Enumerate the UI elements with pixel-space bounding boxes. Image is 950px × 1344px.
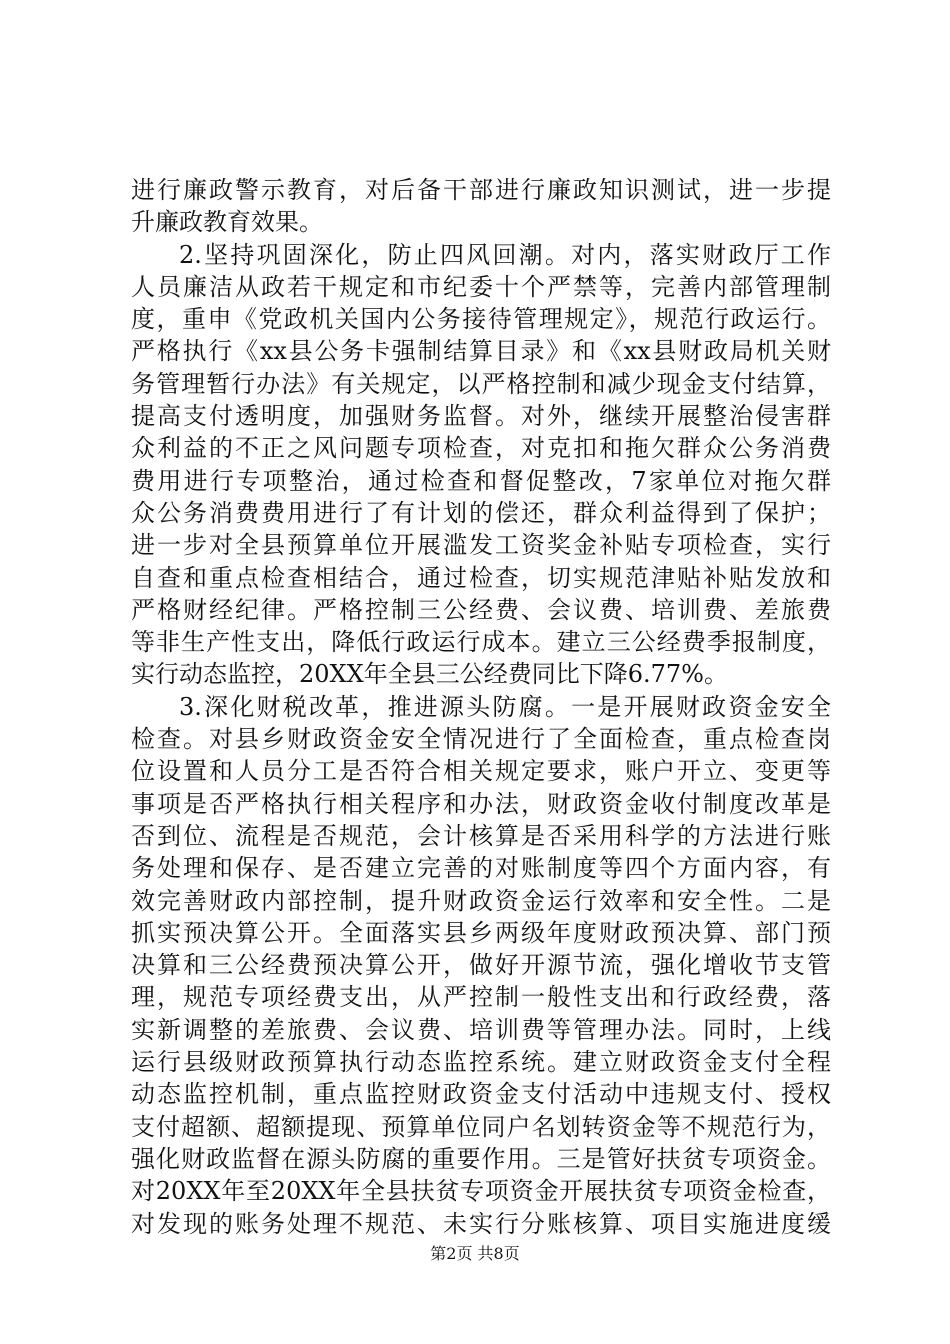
text-line: 众公务消费费用进行了有计划的偿还，群众利益得到了保护； [131,498,831,527]
text-line: 动态监控机制，重点监控财政资金支付活动中违规支付、授权 [131,1080,831,1109]
text-line: 人员廉洁从政若干规定和市纪委十个严禁等，完善内部管理制 [131,272,831,301]
text-line: 检查。对县乡财政资金安全情况进行了全面检查，重点检查岗 [131,725,831,754]
body-text [131,174,831,1240]
text-line: 强化财政监督在源头防腐的重要作用。三是管好扶贫专项资金。 [131,1144,831,1173]
text-line: 对发现的账务处理不规范、未实行分账核算、项目实施进度缓 [131,1209,831,1238]
text-line: 事项是否严格执行相关程序和办法，财政资金收付制度改革是 [131,789,831,818]
text-line: 支付超额、超额提现、预算单位同户名划转资金等不规范行为， [131,1112,831,1141]
text-line: 严格财经纪律。严格控制三公经费、会议费、培训费、差旅费 [131,595,831,624]
text-line: 进行廉政警示教育，对后备干部进行廉政知识测试，进一步提 [131,176,831,204]
paragraph-heading-3: 3.深化财税改革，推进源头防腐。一是开展财政资金安全 [179,692,831,721]
text-line: 等非生产性支出，降低行政运行成本。建立三公经费季报制度， [131,628,831,657]
text-line: 进一步对全县预算单位开展滥发工资奖金补贴专项检查，实行 [131,531,831,560]
text-line: 自查和重点检查相结合，通过检查，切实规范津贴补贴发放和 [131,563,831,592]
text-line: 升廉政教育效果。 [131,208,323,237]
text-line: 对20XX年至20XX年全县扶贫专项资金开展扶贫专项资金检查， [131,1177,831,1206]
page-number-footer: 第2页 共8页 [430,1244,520,1263]
text-line: 严格执行《xx县公务卡强制结算目录》和《xx县财政局机关财 [131,337,831,366]
text-line: 抓实预决算公开。全面落实县乡两级年度财政预决算、部门预 [131,918,831,947]
text-line: 提高支付透明度，加强财务监督。对外，继续开展整治侵害群 [131,402,831,431]
text-line: 理，规范专项经费支出，从严控制一般性支出和行政经费，落 [131,983,831,1012]
text-line: 否到位、流程是否规范，会计核算是否采用科学的方法进行账 [131,821,831,850]
text-line: 费用进行专项整治，通过检查和督促整改，7家单位对拖欠群 [131,466,831,495]
text-line: 众利益的不正之风问题专项检查，对克扣和拖欠群众公务消费 [131,434,831,463]
text-line: 务处理和保存、是否建立完善的对账制度等四个方面内容，有 [131,854,831,883]
text-line: 实新调整的差旅费、会议费、培训费等管理办法。同时，上线 [131,1015,831,1044]
text-line: 效完善财政内部控制，提升财政资金运行效率和安全性。二是 [131,886,831,915]
text-line: 运行县级财政预算执行动态监控系统。建立财政资金支付全程 [131,1048,831,1077]
text-line: 实行动态监控，20XX年全县三公经费同比下降6.77%。 [131,660,728,689]
text-line: 决算和三公经费预决算公开，做好开源节流，强化增收节支管 [131,951,831,980]
paragraph-heading-2: 2.坚持巩固深化，防止四风回潮。对内，落实财政厅工作 [179,240,831,269]
text-line: 务管理暂行办法》有关规定，以严格控制和减少现金支付结算， [131,369,831,398]
text-line: 位设置和人员分工是否符合相关规定要求，账户开立、变更等 [131,757,831,786]
text-line: 度，重申《党政机关国内公务接待管理规定》，规范行政运行。 [131,305,831,334]
